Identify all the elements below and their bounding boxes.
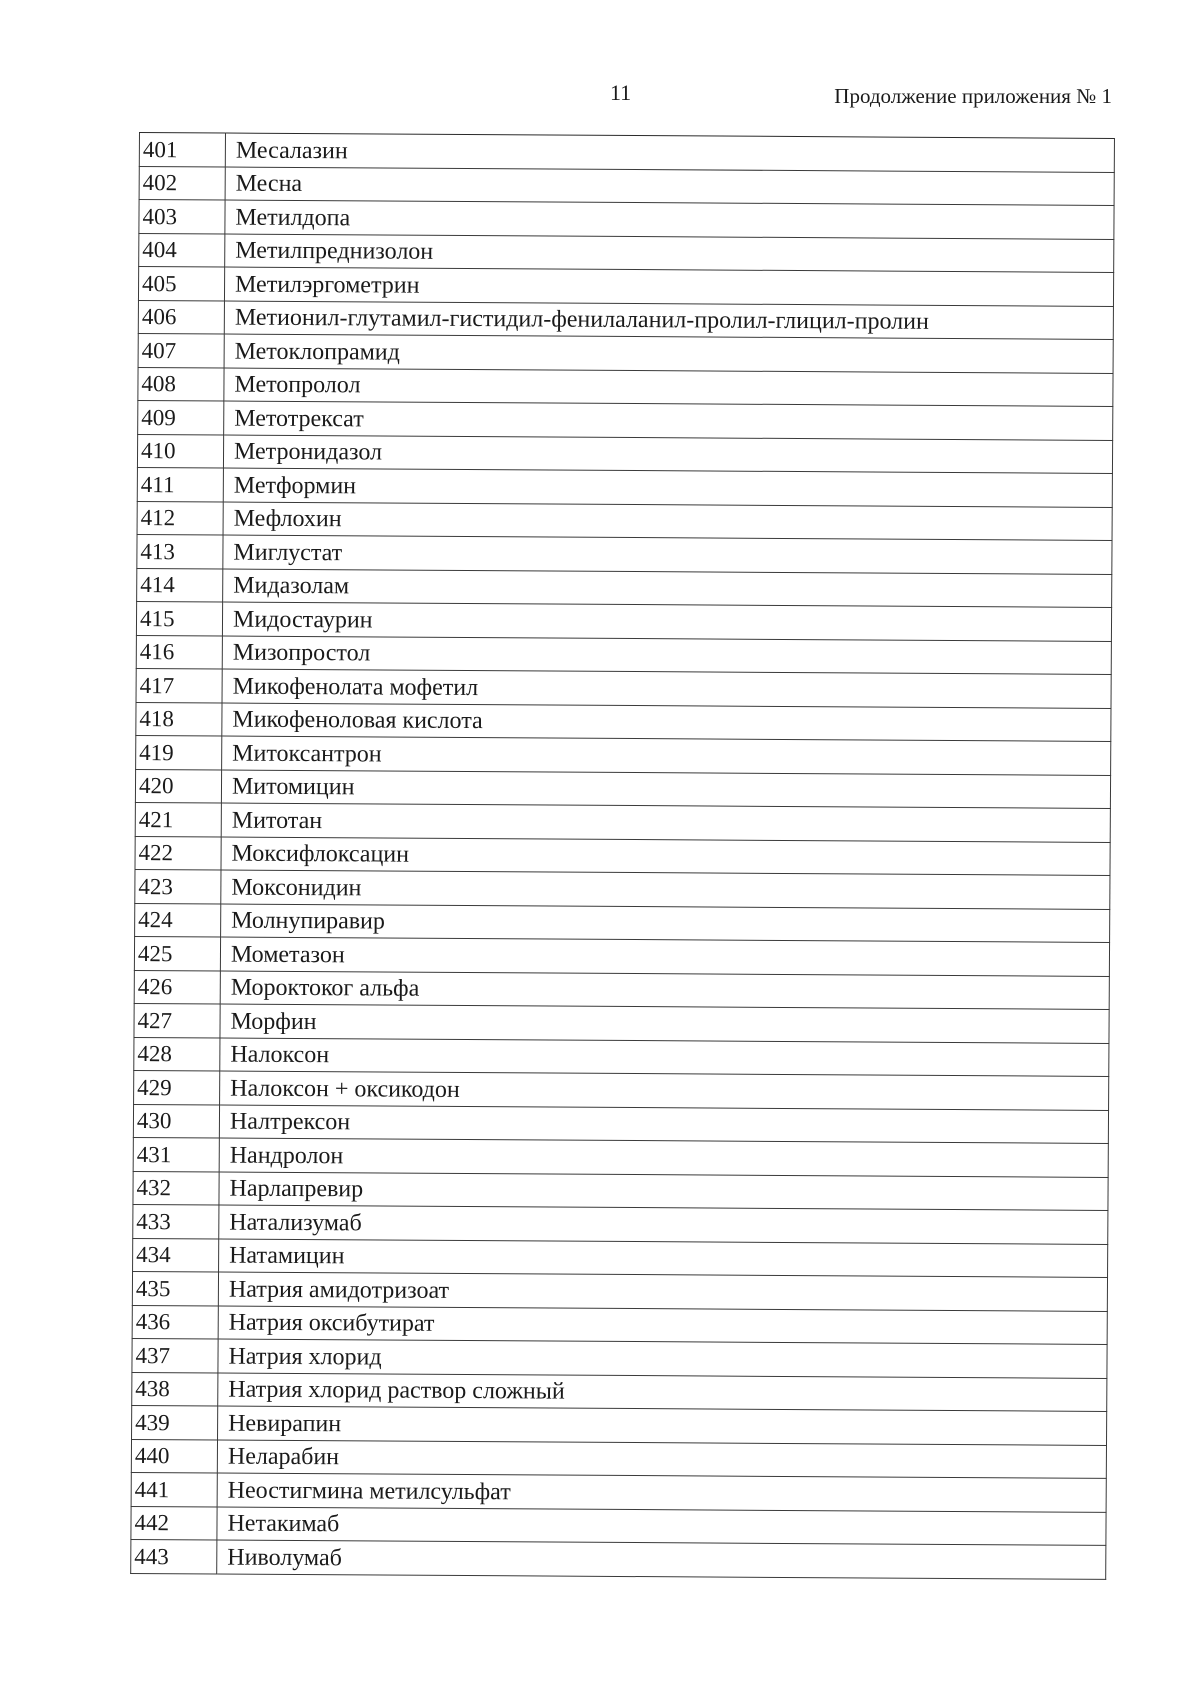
table-row [138, 367, 1113, 406]
row-number: 408 [138, 367, 224, 401]
row-number: 426 [134, 970, 220, 1004]
drug-name: Налоксон [220, 1038, 1109, 1077]
row-number: 422 [135, 836, 221, 870]
drug-name: Натализумаб [219, 1205, 1108, 1244]
drug-name: Невирапин [218, 1406, 1107, 1445]
drug-name: Неларабин [217, 1440, 1106, 1479]
drug-name: Метионил-глутамил-гистидил-фенилаланил-пролил-глицил-пролин [224, 301, 1113, 340]
table-row [134, 970, 1109, 1009]
table-row [136, 668, 1111, 707]
drug-name: Мидазолам [223, 569, 1112, 608]
row-number: 436 [132, 1305, 218, 1339]
row-number: 413 [137, 534, 223, 568]
drug-name: Метронидазол [223, 435, 1112, 474]
drug-name: Налоксон + оксикодон [220, 1071, 1109, 1110]
row-number: 428 [134, 1037, 220, 1071]
table-row [139, 133, 1114, 172]
row-number: 410 [137, 434, 223, 468]
drug-name: Метилдопа [225, 200, 1114, 239]
drug-name: Митомицин [221, 770, 1110, 809]
row-number: 442 [131, 1506, 217, 1540]
table-row [137, 434, 1112, 473]
row-number: 409 [138, 400, 224, 434]
drug-name: Метоклопрамид [224, 334, 1113, 373]
table-row [132, 1271, 1107, 1310]
row-number: 425 [134, 936, 220, 970]
drug-name: Неостигмина метилсульфат [217, 1473, 1106, 1512]
row-number: 420 [135, 769, 221, 803]
table-row [131, 1439, 1106, 1478]
drug-name: Молнупиравир [221, 904, 1110, 943]
table-row [137, 501, 1112, 540]
table-row [138, 267, 1113, 306]
table-row [131, 1472, 1106, 1511]
row-number: 407 [138, 333, 224, 367]
row-number: 439 [132, 1405, 218, 1439]
table-row [131, 1539, 1106, 1578]
row-number: 433 [133, 1204, 219, 1238]
row-number: 411 [137, 467, 223, 501]
table-row [132, 1305, 1107, 1344]
drug-name: Натрия оксибутират [218, 1306, 1107, 1345]
row-number: 416 [136, 635, 222, 669]
row-number: 421 [135, 802, 221, 836]
table-row [139, 166, 1114, 205]
table-row [136, 635, 1111, 674]
table-row [136, 702, 1111, 741]
drug-name: Миглустат [223, 535, 1112, 574]
row-number: 419 [136, 735, 222, 769]
drug-name: Митотан [221, 803, 1110, 842]
drug-name: Метопролол [224, 368, 1113, 407]
drug-name: Натрия хлорид раствор сложный [218, 1373, 1107, 1412]
drug-name: Моксифлоксацин [221, 837, 1110, 876]
drug-name: Натрия амидотризоат [218, 1272, 1107, 1311]
row-number: 405 [138, 267, 224, 301]
drug-list-body [131, 133, 1115, 1579]
row-number: 412 [137, 501, 223, 535]
table-row [132, 1372, 1107, 1411]
table-row [138, 400, 1113, 439]
appendix-continuation-note: Продолжение приложения № 1 [834, 84, 1112, 108]
drug-name: Налтрексон [219, 1105, 1108, 1144]
drug-name: Метотрексат [224, 401, 1113, 440]
row-number: 404 [139, 233, 225, 267]
row-number: 432 [133, 1171, 219, 1205]
table-row [132, 1338, 1107, 1377]
drug-name: Микофеноловая кислота [222, 703, 1111, 742]
row-number: 435 [132, 1271, 218, 1305]
table-row [137, 568, 1112, 607]
table-row [135, 836, 1110, 875]
drug-name: Метформин [223, 468, 1112, 507]
table-row [136, 601, 1111, 640]
table-row [134, 1070, 1109, 1109]
row-number: 437 [132, 1338, 218, 1372]
drug-name: Ниволумаб [217, 1540, 1106, 1579]
drug-name: Месна [225, 167, 1114, 206]
drug-name: Натрия хлорид [218, 1339, 1107, 1378]
table-row [135, 769, 1110, 808]
drug-name: Натамицин [219, 1239, 1108, 1278]
row-number: 418 [136, 702, 222, 736]
drug-name: Микофенолата мофетил [222, 669, 1111, 708]
row-number: 406 [138, 300, 224, 334]
row-number: 429 [134, 1070, 220, 1104]
row-number: 423 [135, 869, 221, 903]
row-number: 438 [132, 1372, 218, 1406]
table-row [139, 233, 1114, 272]
table-row [135, 802, 1110, 841]
table-row [137, 467, 1112, 506]
table-row [132, 1405, 1107, 1444]
table-row [133, 1104, 1108, 1143]
drug-name: Мороктоког альфа [220, 971, 1109, 1010]
drug-name: Мефлохин [223, 502, 1112, 541]
drug-list-table [130, 132, 1115, 1579]
drug-name: Митоксантрон [222, 736, 1111, 775]
row-number: 417 [136, 668, 222, 702]
row-number: 403 [139, 200, 225, 234]
row-number: 424 [135, 903, 221, 937]
table-row [134, 936, 1109, 975]
row-number: 402 [139, 166, 225, 200]
row-number: 431 [133, 1137, 219, 1171]
drug-name: Нандролон [219, 1138, 1108, 1177]
drug-name: Мизопростол [222, 636, 1111, 675]
row-number: 401 [139, 133, 225, 167]
table-row [131, 1506, 1106, 1545]
drug-name: Мометазон [220, 937, 1109, 976]
table-row [134, 1037, 1109, 1076]
page-number: 11 [610, 80, 632, 105]
drug-name: Метилпреднизолон [225, 234, 1114, 273]
table-row [133, 1238, 1108, 1277]
drug-name: Нетакимаб [217, 1507, 1106, 1546]
table-row [135, 869, 1110, 908]
drug-name: Нарлапревир [219, 1172, 1108, 1211]
drug-name: Месалазин [225, 133, 1114, 172]
row-number: 441 [131, 1472, 217, 1506]
table-row [135, 903, 1110, 942]
row-number: 415 [136, 601, 222, 635]
drug-name: Морфин [220, 1004, 1109, 1043]
row-number: 430 [133, 1104, 219, 1138]
table-row [133, 1137, 1108, 1176]
table-row [138, 300, 1113, 339]
table-row [133, 1204, 1108, 1243]
table-row [133, 1171, 1108, 1210]
row-number: 440 [131, 1439, 217, 1473]
drug-name: Мидостаурин [222, 602, 1111, 641]
table-row [138, 333, 1113, 372]
row-number: 434 [133, 1238, 219, 1272]
table-row [134, 1003, 1109, 1042]
table-row [137, 534, 1112, 573]
drug-name: Метилэргометрин [224, 267, 1113, 306]
row-number: 414 [137, 568, 223, 602]
row-number: 427 [134, 1003, 220, 1037]
row-number: 443 [131, 1539, 217, 1573]
table-row [139, 200, 1114, 239]
drug-name: Моксонидин [221, 870, 1110, 909]
table-row [136, 735, 1111, 774]
